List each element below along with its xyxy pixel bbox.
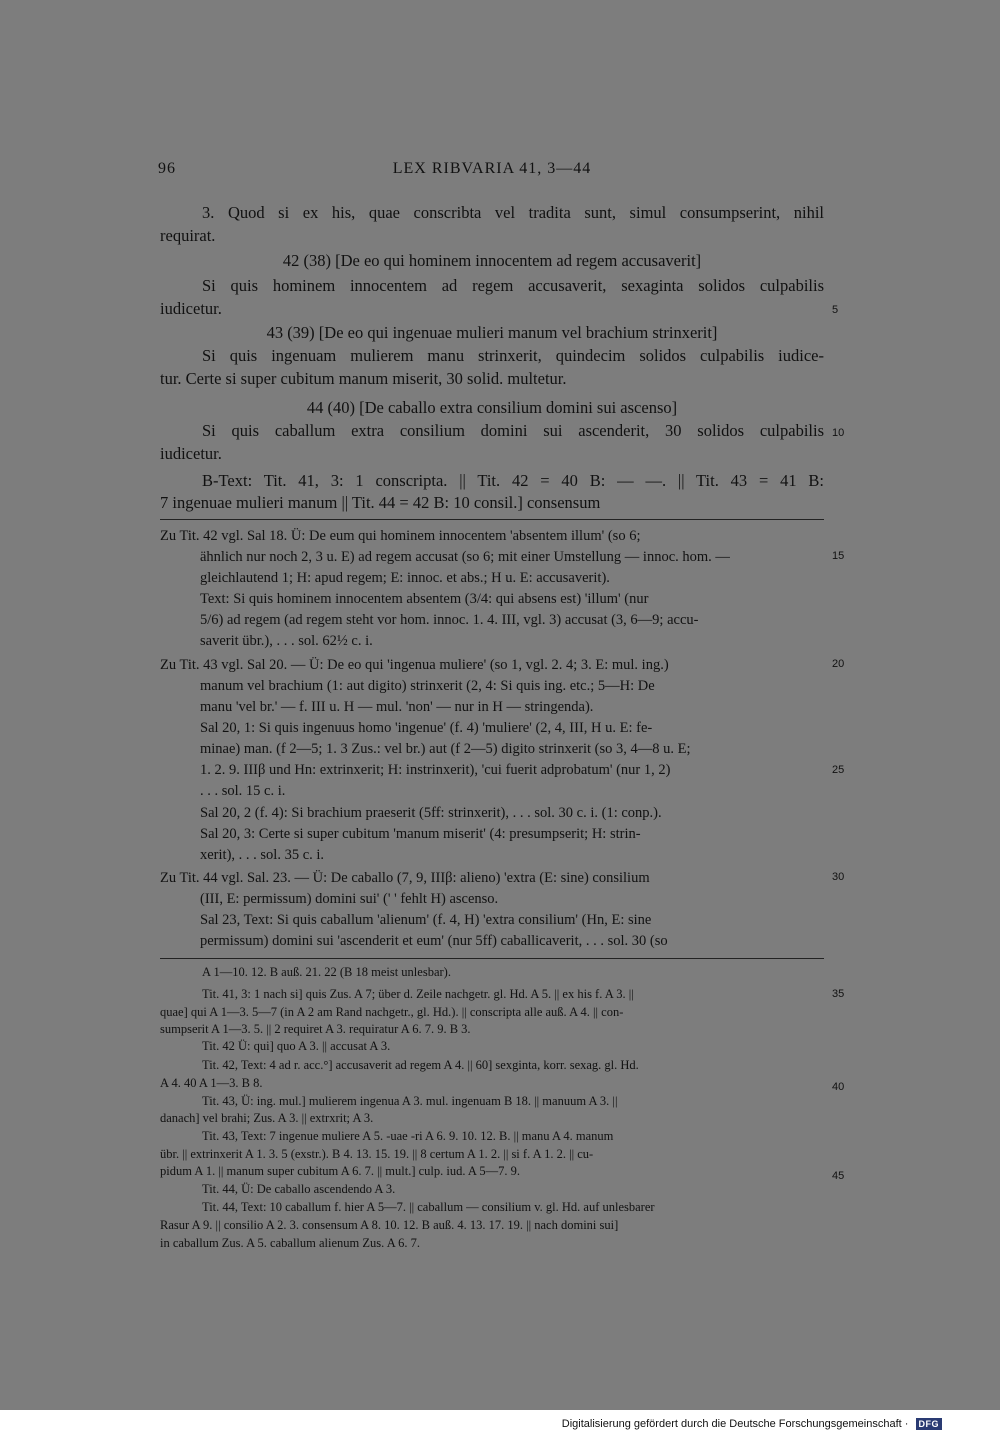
critical-line: Tit. 42 Ü: qui] quo A 3. || accusat A 3. bbox=[202, 1039, 391, 1053]
critical-line: in caballum Zus. A 5. caballum alienum Zus. A 6. 7. bbox=[160, 1236, 421, 1250]
heading-title-43: 43 (39) [De eo qui ingenuae mulieri manum vel brachium strinxerit] bbox=[266, 323, 718, 342]
apparatus-line: xerit), . . . sol. 35 c. i. bbox=[200, 847, 325, 863]
line-number: 20 bbox=[832, 658, 845, 670]
line-number: 45 bbox=[832, 1170, 845, 1182]
line-number: 35 bbox=[832, 988, 845, 1000]
apparatus-line: gleichlautend 1; H: apud regem; E: innoc. et abs.; H u. E: accusaverit). bbox=[200, 570, 610, 586]
text-line: 3. Quod si ex his, quae conscribta vel tradita sunt, simul consumpserint, nihil bbox=[202, 203, 824, 222]
apparatus-line: permissum) domini sui 'ascenderit et eum' (nur 5ff) caballicaverit, . . . sol. 30 (so bbox=[200, 933, 668, 949]
apparatus-line: 5/6) ad regem (ad regem steht vor hom. innoc. 1. 4. III, vgl. 3) accusat (3, 6—9; accu- bbox=[200, 612, 699, 628]
line-number: 30 bbox=[832, 871, 845, 883]
line-number: 25 bbox=[832, 764, 845, 776]
apparatus-line: Zu Tit. 44 vgl. Sal. 23. — Ü: De caballo (7, 9, IIIβ: alieno) 'extra (E: sine) consilium bbox=[160, 870, 650, 886]
apparatus-line: manu 'vel br.' — f. III u. H — mul. 'non' — nur in H — stringenda). bbox=[200, 699, 594, 715]
apparatus-line: minae) man. (f 2—5; 1. 3 Zus.: vel br.) aut (f 2—5) digito strinxerit (so 3, 4—8 u. E; bbox=[200, 741, 691, 757]
dfg-logo: DFG bbox=[916, 1418, 943, 1430]
line-number: 15 bbox=[832, 550, 845, 562]
critical-line: pidum A 1. || manum super cubitum A 6. 7. || mult.] culp. iud. A 5—7. 9. bbox=[160, 1164, 521, 1178]
apparatus-line: Sal 20, 2 (f. 4): Si brachium praeserit (5ff: strinxerit), . . . sol. 30 c. i. (1: conp.). bbox=[200, 805, 662, 821]
line-number: 5 bbox=[832, 304, 839, 316]
b-text-line: B-Text: Tit. 41, 3: 1 conscripta. || Tit. 42 = 40 B: — —. || Tit. 43 = 41 B: bbox=[202, 471, 824, 490]
text-line: requirat. bbox=[160, 226, 216, 245]
divider bbox=[160, 519, 824, 520]
line-number: 40 bbox=[832, 1081, 845, 1093]
critical-line: quae] qui A 1—3. 5—7 (in A 2 am Rand nachgetr., gl. Hd.). || conscripta alle auß. A 4. || con- bbox=[160, 1005, 624, 1019]
critical-line: sumpserit A 1—3. 5. || 2 requiret A 3. requiratur A 6. 7. 9. B 3. bbox=[160, 1022, 471, 1036]
apparatus-line: Zu Tit. 43 vgl. Sal 20. — Ü: De eo qui 'ingenua muliere' (so 1, vgl. 2. 4; 3. E: mul. ing.) bbox=[160, 657, 669, 673]
text-line: Si quis ingenuam mulierem manu strinxerit, quindecim solidos culpabilis iudice- bbox=[202, 346, 824, 365]
text-line: iudicetur. bbox=[160, 444, 222, 463]
critical-line: Tit. 44, Ü: De caballo ascendendo A 3. bbox=[202, 1182, 396, 1196]
critical-line: Tit. 43, Text: 7 ingenue muliere A 5. -uae -ri A 6. 9. 10. 12. B. || manu A 4. manum bbox=[202, 1129, 614, 1143]
apparatus-line: Sal 23, Text: Si quis caballum 'alienum' (f. 4, H) 'extra consilium' (Hn, E: sine bbox=[200, 912, 652, 928]
heading-title-44: 44 (40) [De caballo extra consilium domini sui ascenso] bbox=[306, 398, 678, 417]
text-line: Si quis hominem innocentem ad regem accusaverit, sexaginta solidos culpabilis bbox=[202, 276, 824, 295]
apparatus-line: ähnlich nur noch 2, 3 u. E) ad regem accusat (so 6; mit einer Umstellung — innoc. hom. — bbox=[200, 549, 730, 565]
heading-title-42: 42 (38) [De eo qui hominem innocentem ad regem accusaverit] bbox=[282, 251, 702, 270]
text-line: tur. Certe si super cubitum manum miserit, 30 solid. multetur. bbox=[160, 369, 567, 388]
critical-line: Tit. 44, Text: 10 caballum f. hier A 5—7. || caballum — consilium v. gl. Hd. auf unlesbarer bbox=[202, 1200, 655, 1214]
critical-line: Tit. 41, 3: 1 nach si] quis Zus. A 7; über d. Zeile nachgetr. gl. Hd. A 5. || ex his f. A 3. || bbox=[202, 987, 634, 1001]
apparatus-line: manum vel brachium (1: aut digito) strinxerit (2, 4: Si quis ing. etc.; 5—H: De bbox=[200, 678, 655, 694]
apparatus-line: Zu Tit. 42 vgl. Sal 18. Ü: De eum qui hominem innocentem 'absentem illum' (so 6; bbox=[160, 528, 641, 544]
apparatus-line: . . . sol. 15 c. i. bbox=[200, 783, 286, 799]
critical-line: Rasur A 9. || consilio A 2. 3. consensum A 8. 10. 12. B auß. 4. 13. 17. 19. || nach domini sui] bbox=[160, 1218, 619, 1232]
apparatus-line: 1. 2. 9. IIIβ und Hn: extrinxerit; H: instrinxerit), 'cui fuerit adprobatum' (nur 1, 2) bbox=[200, 762, 671, 778]
footer-credit bbox=[562, 1418, 942, 1432]
line-number: 10 bbox=[832, 427, 845, 439]
critical-line: übr. || extrinxerit A 1. 3. 5 (exstr.). B 4. 13. 15. 19. || 8 certum A 1. 2. || si f. A 1. 2. || cu- bbox=[160, 1147, 594, 1161]
running-title: LEX RIBVARIA 41, 3—44 bbox=[392, 160, 592, 177]
critical-line: Tit. 42, Text: 4 ad r. acc.°] accusaverit ad regem A 4. || 60] sexginta, korr. sexag. gl. Hd. bbox=[202, 1058, 639, 1072]
apparatus-line: Text: Si quis hominem innocentem absentem (3/4: qui absens est) 'illum' (nur bbox=[200, 591, 649, 607]
text-line: iudicetur. bbox=[160, 299, 222, 318]
footer-text: Digitalisierung gefördert durch die Deutsche Forschungsgemeinschaft · bbox=[561, 1418, 909, 1430]
apparatus-line: saverit übr.), . . . sol. 62½ c. i. bbox=[200, 633, 373, 649]
critical-line: A 1—10. 12. B auß. 21. 22 (B 18 meist unlesbar). bbox=[202, 965, 451, 979]
apparatus-line: Sal 20, 3: Certe si super cubitum 'manum miserit' (4: presumpserit; H: strin- bbox=[200, 826, 641, 842]
apparatus-line: (III, E: permissum) domini sui' (' ' fehlt H) ascenso. bbox=[200, 891, 499, 907]
critical-line: Tit. 43, Ü: ing. mul.] mulierem ingenua A 3. mul. ingenuam B 18. || manuum A 3. || bbox=[202, 1094, 618, 1108]
critical-line: danach] vel brahi; Zus. A 3. || extrxrit; A 3. bbox=[160, 1111, 374, 1125]
page-number: 96 bbox=[158, 160, 176, 177]
page-header bbox=[158, 160, 826, 184]
apparatus-line: Sal 20, 1: Si quis ingenuus homo 'ingenue' (f. 4) 'muliere' (2, 4, III, H u. E: fe- bbox=[200, 720, 653, 736]
critical-line: A 4. 40 A 1—3. B 8. bbox=[160, 1076, 263, 1090]
text-line: Si quis caballum extra consilium domini sui ascenderit, 30 solidos culpabilis bbox=[202, 421, 824, 440]
divider bbox=[160, 958, 824, 959]
b-text-line: 7 ingenuae mulieri manum || Tit. 44 = 42 B: 10 consil.] consensum bbox=[160, 493, 601, 512]
